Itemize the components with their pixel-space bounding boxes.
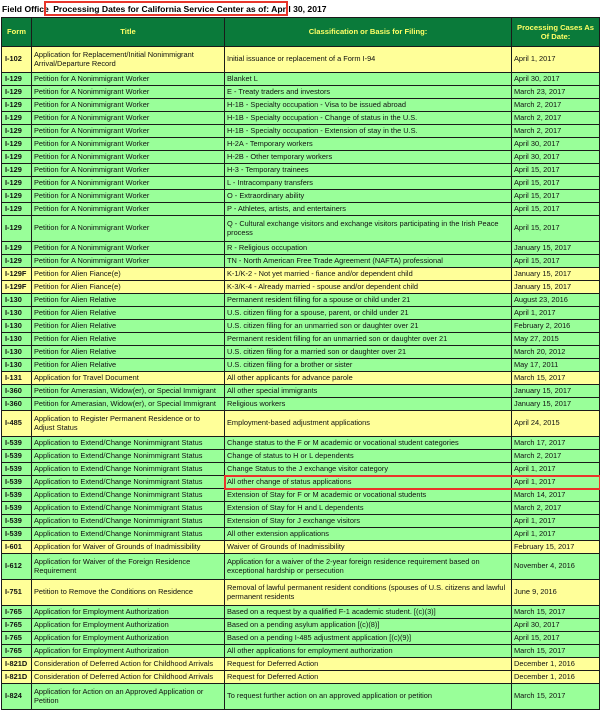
title-cell: Petition for A Nonimmigrant Worker <box>32 242 225 255</box>
table-row <box>2 619 600 632</box>
title-cell: Petition for A Nonimmigrant Worker <box>32 99 225 112</box>
date-cell: January 15, 2017 <box>512 385 600 398</box>
classification-cell: Application for a waiver of the 2-year foreign residence requirement based on exceptional hardship or persecution <box>225 554 512 580</box>
title-cell: Application for Replacement/Initial Nonimmigrant Arrival/Departure Record <box>32 47 225 73</box>
table-row <box>2 190 600 203</box>
table-row <box>2 632 600 645</box>
classification-cell: Extension of Stay for H and L dependents <box>225 502 512 515</box>
date-cell: March 15, 2017 <box>512 372 600 385</box>
form-cell: I-129 <box>2 203 32 216</box>
table-row <box>2 372 600 385</box>
form-cell: I-765 <box>2 606 32 619</box>
date-cell: April 1, 2017 <box>512 528 600 541</box>
classification-cell: Religious workers <box>225 398 512 411</box>
col-header-form: Form <box>2 18 32 47</box>
form-cell: I-129 <box>2 125 32 138</box>
table-row <box>2 385 600 398</box>
form-cell: I-130 <box>2 320 32 333</box>
date-cell: March 14, 2017 <box>512 489 600 502</box>
table-row <box>2 476 600 489</box>
classification-cell: K-3/K-4 - Already married - spouse and/or dependent child <box>225 281 512 294</box>
table-body <box>2 47 600 710</box>
title-cell: Application for Waiver of Grounds of Inadmissibility <box>32 541 225 554</box>
form-cell: I-130 <box>2 346 32 359</box>
form-cell: I-129 <box>2 216 32 242</box>
classification-cell: All other special immigrants <box>225 385 512 398</box>
form-cell: I-485 <box>2 411 32 437</box>
classification-cell: H-1B - Specialty occupation - Change of status in the U.S. <box>225 112 512 125</box>
col-header-title: Title <box>32 18 225 47</box>
table-row <box>2 580 600 606</box>
title-cell: Application for Employment Authorization <box>32 619 225 632</box>
table-row <box>2 658 600 671</box>
classification-cell: Permanent resident filling for an unmarried son or daughter over 21 <box>225 333 512 346</box>
form-cell: I-765 <box>2 632 32 645</box>
classification-cell: U.S. citizen filing for a brother or sister <box>225 359 512 372</box>
table-row <box>2 125 600 138</box>
col-header-date: Processing Cases As Of Date: <box>512 18 600 47</box>
form-cell: I-129 <box>2 112 32 125</box>
date-cell: May 27, 2015 <box>512 333 600 346</box>
col-header-classification: Classification or Basis for Filing: <box>225 18 512 47</box>
classification-cell: R - Religious occupation <box>225 242 512 255</box>
date-cell: April 30, 2017 <box>512 151 600 164</box>
title-cell: Petition for Alien Relative <box>32 307 225 320</box>
date-cell: August 23, 2016 <box>512 294 600 307</box>
classification-cell: H-1B - Specialty occupation - Extension of stay in the U.S. <box>225 125 512 138</box>
form-cell: I-539 <box>2 476 32 489</box>
form-cell: I-130 <box>2 359 32 372</box>
date-cell: April 15, 2017 <box>512 255 600 268</box>
table-row <box>2 242 600 255</box>
title-cell: Petition for Alien Relative <box>32 333 225 346</box>
date-cell: March 2, 2017 <box>512 112 600 125</box>
title-cell: Application to Extend/Change Nonimmigrant Status <box>32 450 225 463</box>
date-cell: March 2, 2017 <box>512 99 600 112</box>
classification-cell: Extension of Stay for F or M academic or vocational students <box>225 489 512 502</box>
form-cell: I-539 <box>2 528 32 541</box>
table-row <box>2 541 600 554</box>
form-cell: I-129 <box>2 99 32 112</box>
title-cell: Petition for A Nonimmigrant Worker <box>32 73 225 86</box>
table-row <box>2 359 600 372</box>
date-cell: April 15, 2017 <box>512 216 600 242</box>
classification-cell: To request further action on an approved application or petition <box>225 684 512 710</box>
date-cell: March 2, 2017 <box>512 502 600 515</box>
title-cell: Petition for Alien Fiance(e) <box>32 268 225 281</box>
title-cell: Petition for A Nonimmigrant Worker <box>32 177 225 190</box>
form-cell: I-129 <box>2 151 32 164</box>
table-row <box>2 294 600 307</box>
title-cell: Petition to Remove the Conditions on Residence <box>32 580 225 606</box>
date-cell: November 4, 2016 <box>512 554 600 580</box>
form-cell: I-131 <box>2 372 32 385</box>
date-cell: January 15, 2017 <box>512 398 600 411</box>
classification-cell: Blanket L <box>225 73 512 86</box>
form-cell: I-539 <box>2 515 32 528</box>
date-cell: March 17, 2017 <box>512 437 600 450</box>
form-cell: I-129F <box>2 281 32 294</box>
classification-cell: U.S. citizen filing for an unmarried son or daughter over 21 <box>225 320 512 333</box>
form-cell: I-824 <box>2 684 32 710</box>
classification-cell: Waiver of Grounds of Inadmissibility <box>225 541 512 554</box>
table-row <box>2 320 600 333</box>
classification-cell: K-1/K-2 - Not yet married - fiance and/or dependent child <box>225 268 512 281</box>
title-cell: Petition for Alien Relative <box>32 320 225 333</box>
date-cell: March 20, 2012 <box>512 346 600 359</box>
table-row <box>2 203 600 216</box>
classification-cell: Request for Deferred Action <box>225 658 512 671</box>
form-cell: I-129F <box>2 268 32 281</box>
date-cell: April 15, 2017 <box>512 632 600 645</box>
classification-cell: Change of status to H or L dependents <box>225 450 512 463</box>
title-cell: Petition for A Nonimmigrant Worker <box>32 125 225 138</box>
table-row <box>2 307 600 320</box>
table-row <box>2 268 600 281</box>
form-cell: I-129 <box>2 73 32 86</box>
title-cell: Petition for A Nonimmigrant Worker <box>32 112 225 125</box>
classification-cell: H-2A - Temporary workers <box>225 138 512 151</box>
classification-cell: E - Treaty traders and investors <box>225 86 512 99</box>
date-cell: February 15, 2017 <box>512 541 600 554</box>
form-cell: I-129 <box>2 177 32 190</box>
classification-cell: H-2B - Other temporary workers <box>225 151 512 164</box>
form-cell: I-539 <box>2 437 32 450</box>
title-cell: Petition for A Nonimmigrant Worker <box>32 138 225 151</box>
form-cell: I-129 <box>2 86 32 99</box>
form-cell: I-360 <box>2 385 32 398</box>
form-cell: I-539 <box>2 463 32 476</box>
date-cell: April 1, 2017 <box>512 307 600 320</box>
classification-cell: Change Status to the J exchange visitor category <box>225 463 512 476</box>
classification-cell: All other change of status applications <box>225 476 512 489</box>
date-cell: June 9, 2016 <box>512 580 600 606</box>
date-cell: January 15, 2017 <box>512 242 600 255</box>
classification-cell: Q - Cultural exchange visitors and exchange visitors participating in the Irish Peace process <box>225 216 512 242</box>
date-cell: March 2, 2017 <box>512 125 600 138</box>
table-row <box>2 164 600 177</box>
title-cell: Application to Extend/Change Nonimmigrant Status <box>32 437 225 450</box>
date-cell: February 2, 2016 <box>512 320 600 333</box>
title-cell: Petition for A Nonimmigrant Worker <box>32 203 225 216</box>
classification-cell: Employment-based adjustment applications <box>225 411 512 437</box>
table-row <box>2 463 600 476</box>
processing-dates-table <box>1 17 600 710</box>
title-cell: Application to Extend/Change Nonimmigrant Status <box>32 502 225 515</box>
date-cell: April 15, 2017 <box>512 203 600 216</box>
classification-cell: TN - North American Free Trade Agreement (NAFTA) professional <box>225 255 512 268</box>
form-cell: I-539 <box>2 450 32 463</box>
title-cell: Petition for Alien Relative <box>32 346 225 359</box>
classification-cell: H-3 - Temporary trainees <box>225 164 512 177</box>
table-row <box>2 398 600 411</box>
title-cell: Consideration of Deferred Action for Childhood Arrivals <box>32 671 225 684</box>
date-cell: December 1, 2016 <box>512 658 600 671</box>
table-row <box>2 606 600 619</box>
title-cell: Petition for Alien Fiance(e) <box>32 281 225 294</box>
title-cell: Petition for A Nonimmigrant Worker <box>32 151 225 164</box>
title-cell: Consideration of Deferred Action for Childhood Arrivals <box>32 658 225 671</box>
table-row <box>2 255 600 268</box>
table-row <box>2 437 600 450</box>
form-cell: I-751 <box>2 580 32 606</box>
classification-cell: U.S. citizen filing for a spouse, parent, or child under 21 <box>225 307 512 320</box>
date-cell: January 15, 2017 <box>512 268 600 281</box>
title-cell: Application for Employment Authorization <box>32 632 225 645</box>
classification-cell: All other extension applications <box>225 528 512 541</box>
title-cell: Application to Extend/Change Nonimmigrant Status <box>32 528 225 541</box>
table-row <box>2 281 600 294</box>
table-row <box>2 73 600 86</box>
classification-cell: H-1B - Specialty occupation - Visa to be issued abroad <box>225 99 512 112</box>
form-cell: I-612 <box>2 554 32 580</box>
title-cell: Application for Employment Authorization <box>32 645 225 658</box>
table-row <box>2 450 600 463</box>
table-row <box>2 177 600 190</box>
page-title: Processing Dates for California Service Center as of: April 30, 2017 <box>53 4 327 14</box>
table-header-row <box>2 18 600 47</box>
date-cell: May 17, 2011 <box>512 359 600 372</box>
form-cell: I-539 <box>2 489 32 502</box>
title-cell: Petition for Alien Relative <box>32 294 225 307</box>
classification-cell: Based on a pending I-485 adjustment application [(c)(9)] <box>225 632 512 645</box>
title-cell: Petition for Amerasian, Widow(er), or Special Immigrant <box>32 398 225 411</box>
table-row <box>2 502 600 515</box>
title-cell: Petition for Amerasian, Widow(er), or Special Immigrant <box>32 385 225 398</box>
title-cell: Petition for Alien Relative <box>32 359 225 372</box>
form-cell: I-130 <box>2 294 32 307</box>
table-row <box>2 333 600 346</box>
form-cell: I-129 <box>2 242 32 255</box>
date-cell: April 1, 2017 <box>512 463 600 476</box>
form-cell: I-129 <box>2 138 32 151</box>
date-cell: April 15, 2017 <box>512 164 600 177</box>
title-cell: Petition for A Nonimmigrant Worker <box>32 164 225 177</box>
date-cell: April 30, 2017 <box>512 138 600 151</box>
title-cell: Application to Extend/Change Nonimmigrant Status <box>32 515 225 528</box>
table-row <box>2 216 600 242</box>
form-cell: I-129 <box>2 255 32 268</box>
form-cell: I-129 <box>2 164 32 177</box>
title-cell: Application for Travel Document <box>32 372 225 385</box>
date-cell: December 1, 2016 <box>512 671 600 684</box>
title-cell: Petition for A Nonimmigrant Worker <box>32 216 225 242</box>
title-cell: Application to Extend/Change Nonimmigrant Status <box>32 489 225 502</box>
table-row <box>2 411 600 437</box>
title-cell: Application for Action on an Approved Application or Petition <box>32 684 225 710</box>
title-cell: Application to Extend/Change Nonimmigrant Status <box>32 476 225 489</box>
classification-cell: Change status to the F or M academic or vocational student categories <box>225 437 512 450</box>
table-row <box>2 684 600 710</box>
title-cell: Petition for A Nonimmigrant Worker <box>32 86 225 99</box>
classification-cell: O - Extraordinary ability <box>225 190 512 203</box>
table-row <box>2 645 600 658</box>
table-row <box>2 86 600 99</box>
table-row <box>2 489 600 502</box>
date-cell: January 15, 2017 <box>512 281 600 294</box>
table-row <box>2 528 600 541</box>
table-row <box>2 47 600 73</box>
title-cell: Petition for A Nonimmigrant Worker <box>32 255 225 268</box>
form-cell: I-102 <box>2 47 32 73</box>
classification-cell: Removal of lawful permanent resident conditions (spouses of U.S. citizens and lawful permanent residents <box>225 580 512 606</box>
date-cell: April 15, 2017 <box>512 190 600 203</box>
date-cell: April 15, 2017 <box>512 177 600 190</box>
date-cell: March 23, 2017 <box>512 86 600 99</box>
table-row <box>2 515 600 528</box>
form-cell: I-539 <box>2 502 32 515</box>
form-cell: I-129 <box>2 190 32 203</box>
date-cell: March 2, 2017 <box>512 450 600 463</box>
classification-cell: All other applications for employment authorization <box>225 645 512 658</box>
table-row <box>2 671 600 684</box>
title-cell: Application to Extend/Change Nonimmigrant Status <box>32 463 225 476</box>
form-cell: I-601 <box>2 541 32 554</box>
date-cell: March 15, 2017 <box>512 645 600 658</box>
title-cell: Application to Register Permanent Residence or to Adjust Status <box>32 411 225 437</box>
classification-cell: Initial issuance or replacement of a Form I-94 <box>225 47 512 73</box>
classification-cell: L - Intracompany transfers <box>225 177 512 190</box>
form-cell: I-360 <box>2 398 32 411</box>
form-cell: I-765 <box>2 619 32 632</box>
date-cell: April 24, 2015 <box>512 411 600 437</box>
classification-cell: Permanent resident filling for a spouse or child under 21 <box>225 294 512 307</box>
date-cell: March 15, 2017 <box>512 606 600 619</box>
form-cell: I-765 <box>2 645 32 658</box>
title-cell: Application for Waiver of the Foreign Residence Requirement <box>32 554 225 580</box>
date-cell: April 30, 2017 <box>512 73 600 86</box>
table-row <box>2 151 600 164</box>
classification-cell: All other applicants for advance parole <box>225 372 512 385</box>
title-cell: Application for Employment Authorization <box>32 606 225 619</box>
table-row <box>2 554 600 580</box>
classification-cell: Request for Deferred Action <box>225 671 512 684</box>
header-line <box>2 2 327 16</box>
table-row <box>2 99 600 112</box>
table-row <box>2 138 600 151</box>
form-cell: I-821D <box>2 671 32 684</box>
form-cell: I-821D <box>2 658 32 671</box>
title-cell: Petition for A Nonimmigrant Worker <box>32 190 225 203</box>
classification-cell: Based on a pending asylum application [(c)(8)] <box>225 619 512 632</box>
classification-cell: Extension of Stay for J exchange visitors <box>225 515 512 528</box>
form-cell: I-130 <box>2 307 32 320</box>
field-office-label: Field Office <box>2 4 49 14</box>
classification-cell: U.S. citizen filing for a married son or daughter over 21 <box>225 346 512 359</box>
date-cell: April 1, 2017 <box>512 476 600 489</box>
form-cell: I-130 <box>2 333 32 346</box>
date-cell: March 15, 2017 <box>512 684 600 710</box>
date-cell: April 1, 2017 <box>512 515 600 528</box>
table-row <box>2 346 600 359</box>
classification-cell: P - Athletes, artists, and entertainers <box>225 203 512 216</box>
table-row <box>2 112 600 125</box>
classification-cell: Based on a request by a qualified F-1 academic student. [(c)(3)] <box>225 606 512 619</box>
date-cell: April 30, 2017 <box>512 619 600 632</box>
date-cell: April 1, 2017 <box>512 47 600 73</box>
